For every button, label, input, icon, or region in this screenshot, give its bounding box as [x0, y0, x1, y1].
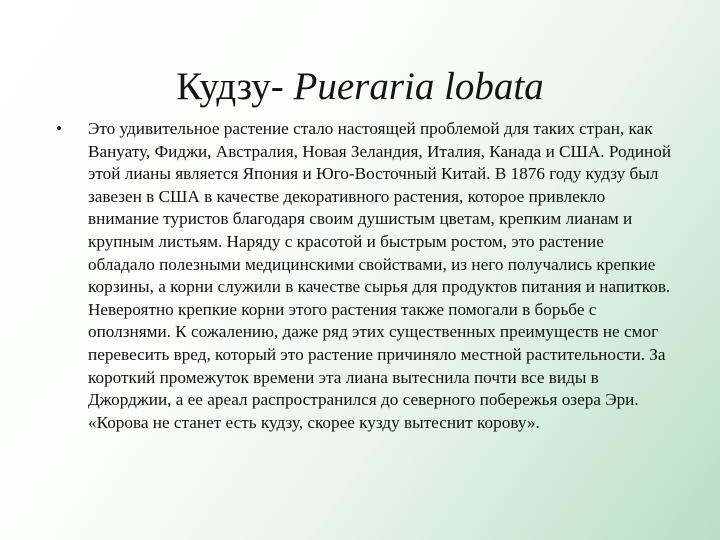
title-latin-name: Pueraria lobata [293, 65, 544, 108]
title-main: Кудзу- [176, 65, 294, 108]
bullet-text: Это удивительное растение стало настоящей проблемой для таких стран, как Вануату, Фиджи, Австралия, Новая Зеландия, Италия, Канада и США. Родиной этой лианы является Япония и Юго-Восточный Китай. В 1876 году кудзу был завезен в США в качестве декоративного растения, которое привлекло внимание туристов благодаря своим душистым цветам, крепким лианам и крупным листьям. Наряду с красотой и быстрым ростом, это растение обладало полезными медицинскими свойствами, из него получались крепкие корзины, а корни служили в качестве сырья для продуктов питания и напитков. Невероятно крепкие корни этого растения также помогали в борьбе с оползнями. К сожалению, даже ряд этих существенных преимуществ не смог перевесить вред, который это растение причиняло местной растительности. За короткий промежуток времени эта лиана вытеснила почти все виды в Джорджии, а ее ареал распространился до северного побережья озера Эри. «Корова не станет есть кудзу, скорее кузду вытеснит корову». [88, 119, 672, 432]
slide-content [52, 118, 672, 434]
bullet-icon: • [56, 119, 62, 138]
bullet-item [52, 118, 672, 434]
slide-title [0, 62, 720, 112]
